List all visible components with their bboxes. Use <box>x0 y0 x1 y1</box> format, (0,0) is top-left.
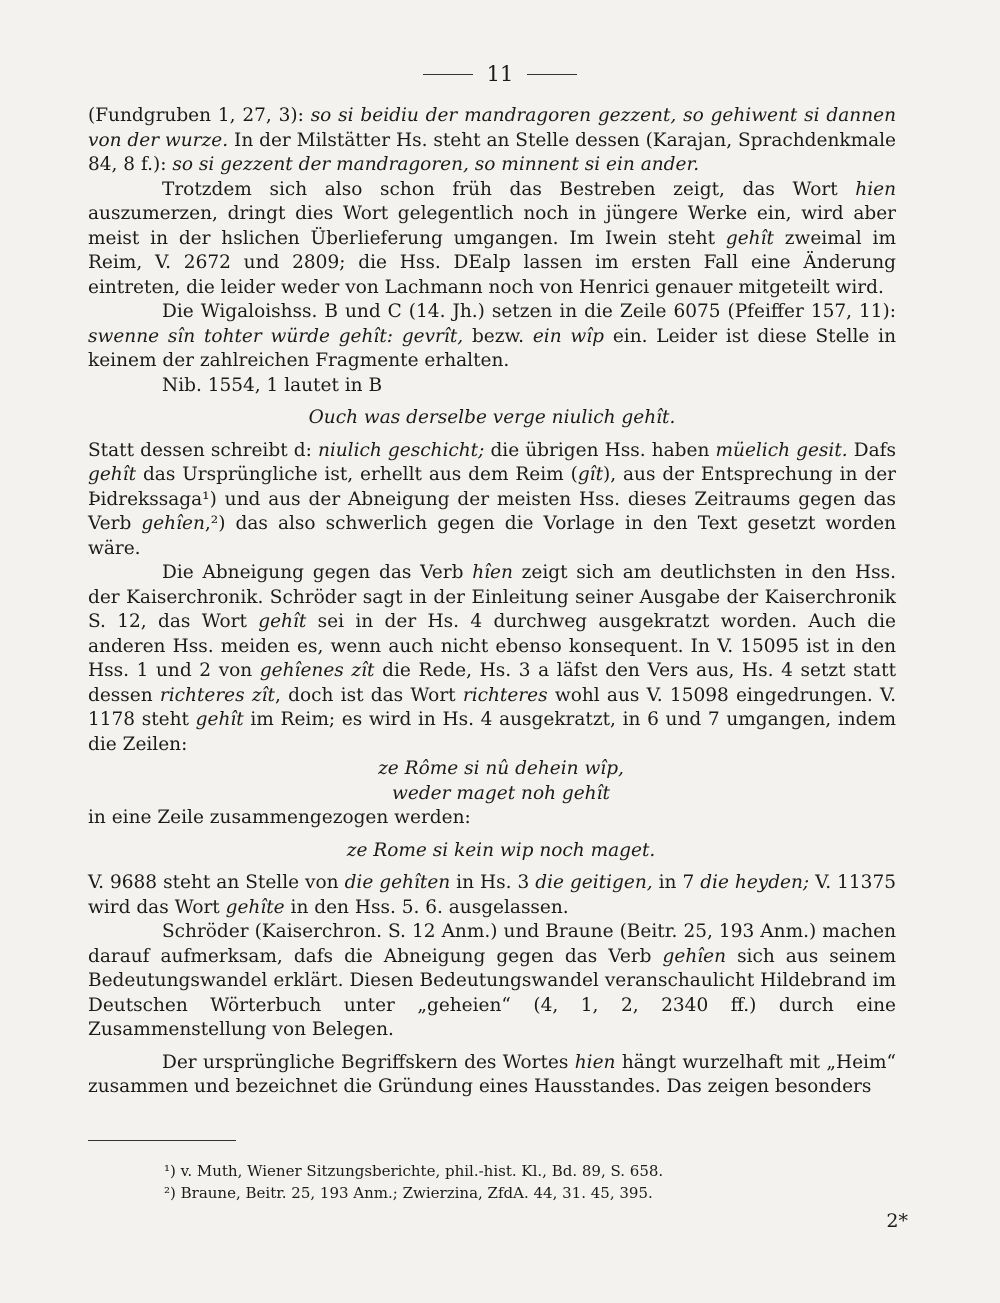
paragraph: in eine Zeile zusammengezogen werden: <box>88 807 471 828</box>
verse-line: ze Rome si kein wip noch maget. <box>346 839 656 861</box>
footnote: ¹) v. Muth, Wiener Sitzungsberichte, phil.-hist. Kl., Bd. 89, S. 658. <box>164 1162 664 1180</box>
footnote-rule <box>88 1140 236 1141</box>
paragraph: V. 9688 steht an Stelle von die gehîten in Hs. 3 die geitigen, in 7 die heyden; V. 11375 wird das Wort gehîte in den Hss. 5. 6. ausgelassen. <box>88 872 896 918</box>
page-header <box>0 62 1000 86</box>
paragraph: Schröder (Kaiserchron. S. 12 Anm.) und Braune (Beitr. 25, 193 Anm.) machen darauf aufmerksam, dafs die Abneigung gegen das Verb gehîen sich aus seinem Bedeutungswandel erklärt. Diesen Bedeutungswandel veranschaulicht Hildebrand im Deutschen Wörterbuch unter „geheien“ (4, 1, 2, 2340 ff.) durch eine Zusammenstellung von Belegen. <box>88 921 896 1040</box>
header-rule-right <box>527 74 577 75</box>
footnotes <box>164 1160 904 1204</box>
paragraph: Die Wigaloishss. B und C (14. Jh.) setzen in die Zeile 6075 (Pfeiffer 157, 11): swenne sîn tohter würde gehît: gevrît, bezw. ein wîp ein. Leider ist diese Stelle in keinem der zahlreichen Fragmente erhalten. <box>88 301 896 371</box>
header-rule-left <box>423 74 473 75</box>
verse-line: Ouch was derselbe verge niulich gehît. <box>308 407 676 428</box>
signature-mark: 2* <box>886 1210 908 1232</box>
paragraph: Statt dessen schreibt d: niulich geschicht; die übrigen Hss. haben müelich gesit. Dafs gehît das Ursprüngliche ist, erhellt aus dem Reim (gît), aus der Entsprechung in der Þidrekssaga¹) und aus der Abneigung der meisten Hss. dieses Zeitraums gegen das Verb gehîen,²) das also schwerlich gegen die Vorlage in den Text gesetzt worden wäre. <box>88 439 896 559</box>
paragraph: (Fundgruben 1, 27, 3): so si beidiu der mandragoren gezzent, so gehiwent si dannen von der wurze. In der Milstätter Hs. steht an Stelle dessen (Karajan, Sprachdenkmale 84, 8 f.): so si gezzent der mandragoren, so minnent si ein ander. <box>88 105 896 175</box>
verse-line: ze Rôme si nû dehein wîp, <box>378 758 624 779</box>
page-number: 11 <box>486 62 514 86</box>
paragraph: Die Abneigung gegen das Verb hîen zeigt sich am deutlichsten in den Hss. der Kaiserchronik. Schröder sagt in der Einleitung seiner Ausgabe der Kaiserchronik S. 12, das Wort gehît sei in der Hs. 4 durchweg ausgekratzt worden. Auch die anderen Hss. meiden es, wenn auch nicht ebenso konsequent. In V. 15095 ist in den Hss. 1 und 2 von gehîenes zît die Rede, Hs. 3 a läfst den Vers aus, Hs. 4 setzt statt dessen richteres zît, doch ist das Wort richteres wohl aus V. 15098 eingedrungen. V. 1178 steht gehît im Reim; es wird in Hs. 4 ausgekratzt, in 6 und 7 umgangen, indem die Zeilen: <box>88 562 897 755</box>
paragraph: Trotzdem sich also schon früh das Bestreben zeigt, das Wort hien auszumerzen, dringt dies Wort gelegentlich noch in jüngere Werke ein, wird aber meist in der hslichen Überlieferung umgangen. Im Iwein steht gehît zweimal im Reim, V. 2672 und 2809; die Hss. DEalp lassen im ersten Fall eine Änderung eintreten, die leider weder von Lachmann noch von Henrici genauer mitgeteilt wird. <box>88 178 896 298</box>
body-text <box>88 104 896 1100</box>
paragraph: Der ursprüngliche Begriffskern des Wortes hien hängt wurzelhaft mit „Heim“ zusammen und bezeichnet die Gründung eines Hausstandes. Das zeigen besonders <box>88 1051 896 1097</box>
paragraph: Nib. 1554, 1 lautet in B <box>162 374 383 396</box>
footnote: ²) Braune, Beitr. 25, 193 Anm.; Zwierzina, ZfdA. 44, 31. 45, 395. <box>164 1184 653 1202</box>
verse-line: weder maget noh gehît <box>392 782 610 804</box>
